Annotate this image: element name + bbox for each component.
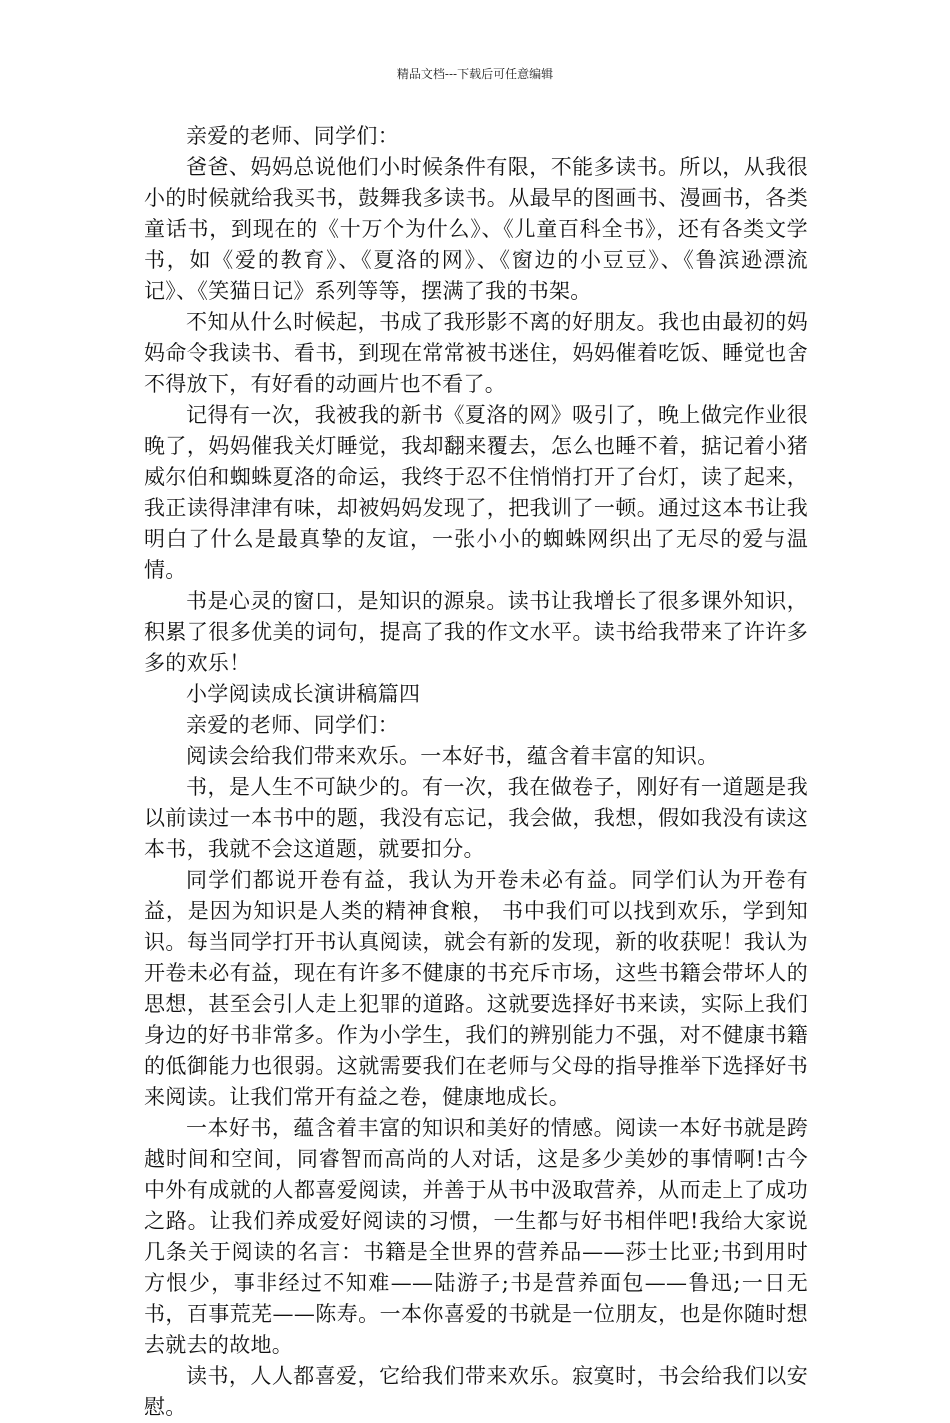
paragraph-charlottes-web: 记得有一次，我被我的新书《夏洛的网》吸引了，晚上做完作业很晚了，妈妈催我关灯睡觉，我却翻来覆去，怎么也睡不着，掂记着小猪威尔伯和蜘蛛夏洛的命运，我终于忍不住悄悄打开了台灯，读了起来，我正读得津津有味，却被妈妈发现了，把我训了一顿。通过这本书让我明白了什么是最真挚的友谊，一张小小的蜘蛛网织出了无尽的爱与温情。: [144, 403, 808, 582]
page-header: 精品文档---下载后可任意编辑: [396, 67, 554, 81]
document-body: [144, 121, 808, 1423]
paragraph-greeting-2: 亲爱的老师、同学们：: [186, 713, 399, 737]
paragraph-good-friend: 不知从什么时候起，书成了我形影不离的好朋友。我也由最初的妈妈命令我读书、看书，到现在常常被书迷住，妈妈催着吃饭、睡觉也舍不得放下，有好看的动画片也不看了。: [144, 310, 808, 396]
paragraph-parents-books: 爸爸、妈妈总说他们小时候条件有限，不能多读书。所以，从我很小的时候就给我买书，鼓舞我多读书。从最早的图画书、漫画书，各类童话书，到现在的《十万个为什么》、《儿童百科全书》，还有各类文学书，如《爱的教育》、《夏洛的网》、《窗边的小豆豆》、《鲁滨逊漂流记》、《笑猫日记》系列等等，摆满了我的书架。: [144, 155, 808, 303]
paragraph-greeting: 亲爱的老师、同学们：: [186, 124, 399, 148]
paragraph-open-book: 同学们都说开卷有益，我认为开卷未必有益。同学们认为开卷有益，是因为知识是人类的精神食粮， 书中我们可以找到欢乐，学到知识。每当同学打开书认真阅读，就会有新的发现，新的收获呢！我认为开卷未必有益，现在有许多不健康的书充斥市场，这些书籍会带坏人的思想，甚至会引人走上犯罪的道路。这就要选择好书来读，实际上我们身边的好书非常多。作为小学生，我们的辨别能力不强，对不健康书籍的低御能力也很弱。这就需要我们在老师与父母的指导推举下选择好书来阅读。让我们常开有益之卷，健康地成长。: [144, 868, 808, 1109]
paragraph-exam-question: 书，是人生不可缺少的。有一次，我在做卷子，刚好有一道题是我以前读过一本书中的题，我没有忘记，我会做，我想，假如我没有读这本书，我就不会这道题，就要扣分。: [144, 775, 808, 861]
paragraph-reading-joy: 阅读会给我们带来欢乐。一本好书，蕴含着丰富的知识。: [186, 744, 719, 768]
paragraph-good-book: 一本好书，蕴含着丰富的知识和美好的情感。阅读一本好书就是跨越时间和空间，同睿智而高尚的人对话，这是多少美妙的事情啊!古今中外有成就的人都喜爱阅读，并善于从书中汲取营养，从而走上了成功之路。让我们养成爱好阅读的习惯，一生都与好书相伴吧!我给大家说几条关于阅读的名言：书籍是全世界的营养品——莎士比亚;书到用时方恨少，事非经过不知难——陆游子;书是营养面包——鲁迅;一日无书，百事荒芜——陈寿。一本你喜爱的书就是一位朋友，也是你随时想去就去的故地。: [144, 1116, 808, 1357]
section-title: 小学阅读成长演讲稿篇四: [186, 682, 421, 706]
paragraph-window-of-soul: 书是心灵的窗口，是知识的源泉。读书让我增长了很多课外知识，积累了很多优美的词句，提高了我的作文水平。读书给我带来了许许多多的欢乐！: [144, 589, 808, 675]
paragraph-everyone-loves: 读书，人人都喜爱，它给我们带来欢乐。寂寞时，书会给我们以安慰。: [144, 1364, 808, 1419]
